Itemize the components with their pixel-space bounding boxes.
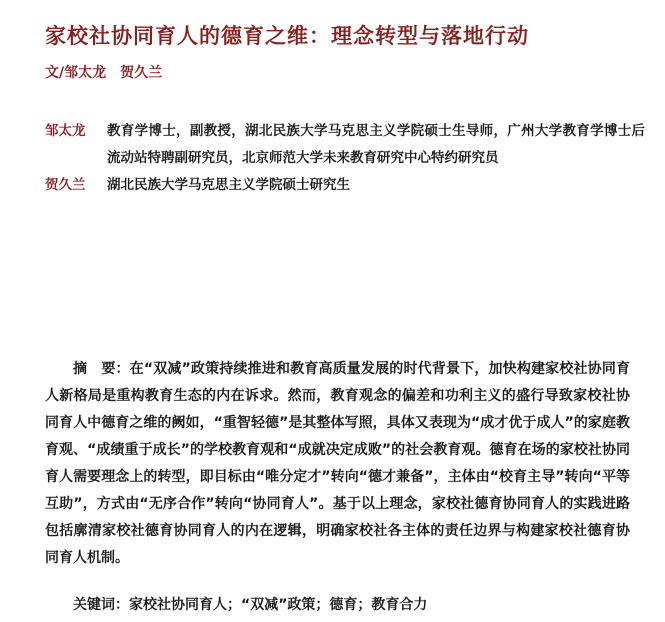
abstract-paragraph [45,356,630,572]
keywords-text: 家校社协同育人；“双减”政策；德育；教育合力 [129,597,428,613]
byline [45,62,162,82]
byline-author-1: 邹太龙 [64,65,107,81]
byline-prefix: 文/ [45,65,65,81]
abstract-text: 在“双减”政策持续推进和教育高质量发展的时代背景下，加快构建家校社协同育人新格局是重构教育生态的内在诉求。然而，教育观念的偏差和功利主义的盛行导致家校社协同育人中德育之维的阙如，“重智轻德”是其整体写照，具体又表现为“成才优于成人”的家庭教育观、“成绩重于成长”的学校教育观和“成就决定成败”的社会教育观。德育在场的家校社协同育人需要理念上的转型，即目标由“唯分定才”转向“德才兼备”，主体由“校育主导”转向“平等互助”，方式由“无序合作”转向“协同育人”。基于以上理念，家校社德育协同育人的实践进路包括廓清家校社德育协同育人的内在逻辑，明确家校社各主体的责任边界与构建家校社德育协同育人机制。 [45,361,631,566]
author-name: 邹太龙 [45,123,86,139]
abstract-label: 摘 要： [73,361,130,377]
author-bios [45,118,645,199]
byline-author-2: 贺久兰 [120,65,163,81]
article-title: 家校社协同育人的德育之维：理念转型与落地行动 [45,24,529,48]
keywords-line [73,594,427,614]
author-bio-row [45,172,645,199]
author-bio-row [45,118,645,172]
author-bio-text: 教育学博士，副教授，湖北民族大学马克思主义学院硕士生导师，广州大学教育学博士后流动站特聘副研究员，北京师范大学未来教育研究中心特约研究员 [107,123,645,166]
keywords-label: 关键词： [73,597,129,613]
author-name: 贺久兰 [45,177,86,193]
author-bio-text: 湖北民族大学马克思主义学院硕士研究生 [107,177,350,193]
